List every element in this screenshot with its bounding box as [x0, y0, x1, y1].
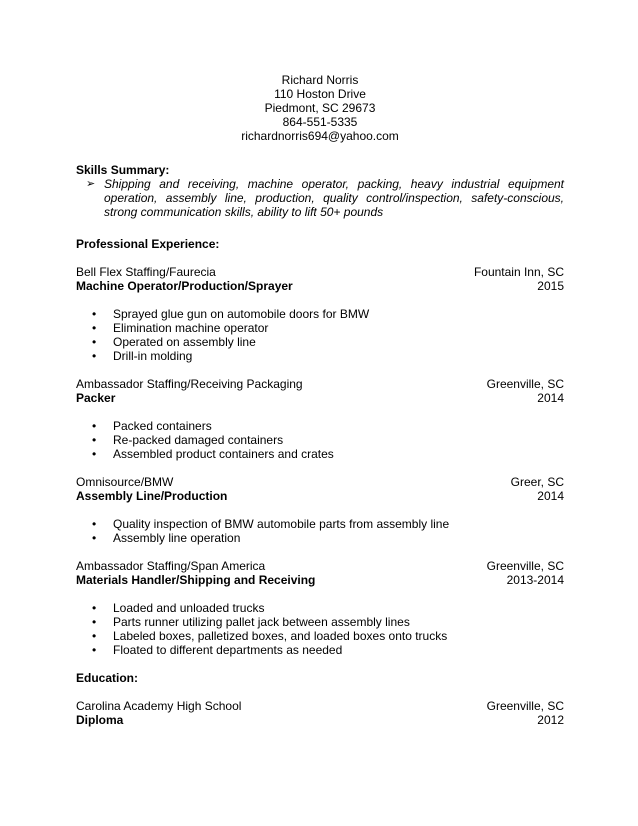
job-company: Omnisource/BMW — [76, 475, 174, 489]
job-year: 2014 — [537, 489, 564, 503]
job-duties — [76, 307, 564, 363]
job-duties — [76, 601, 564, 657]
duty-text: Assembly line operation — [113, 531, 241, 545]
list-item — [76, 335, 564, 349]
list-item — [76, 531, 564, 545]
education-heading: Education: — [76, 671, 138, 685]
duty-text: Elimination machine operator — [113, 321, 269, 335]
job-title-row — [76, 279, 564, 293]
spacer — [76, 251, 564, 265]
education-degree-row — [76, 713, 564, 727]
job-duties — [76, 419, 564, 461]
list-item — [76, 629, 564, 643]
duty-text: Operated on assembly line — [113, 335, 256, 349]
contact-phone: 864-551-5335 — [282, 115, 358, 129]
contact-email: richardnorris694@yahoo.com — [241, 129, 399, 143]
education-location: Greenville, SC — [486, 699, 564, 713]
list-item — [76, 643, 564, 657]
duty-text: Floated to different departments as needed — [113, 643, 343, 657]
job-company-row — [76, 265, 564, 279]
resume-page — [76, 73, 564, 727]
list-item — [76, 447, 564, 461]
duty-text: Sprayed glue gun on automobile doors for BMW — [113, 307, 370, 321]
job-location: Greer, SC — [510, 475, 564, 489]
bullet-icon: • — [92, 433, 97, 447]
duty-text: Labeled boxes, palletized boxes, and loaded boxes onto trucks — [113, 629, 448, 643]
bullet-icon: • — [92, 601, 97, 615]
bullet-icon: • — [92, 629, 97, 643]
bullet-icon: • — [92, 615, 97, 629]
skills-summary — [86, 177, 564, 219]
contact-address: 110 Hoston Drive — [274, 87, 366, 101]
duty-text: Quality inspection of BMW automobile parts from assembly line — [113, 517, 450, 531]
job-title-row — [76, 391, 564, 405]
list-item — [76, 615, 564, 629]
duty-text: Packed containers — [113, 419, 212, 433]
job-company: Ambassador Staffing/Receiving Packaging — [76, 377, 303, 391]
list-item — [76, 419, 564, 433]
job-title: Packer — [76, 391, 116, 405]
experience-heading: Professional Experience: — [76, 237, 220, 251]
job-company-row — [76, 377, 564, 391]
list-item — [76, 517, 564, 531]
education-degree: Diploma — [76, 713, 124, 727]
bullet-icon: • — [92, 447, 97, 461]
job-entry — [76, 377, 564, 461]
contact-block — [76, 73, 564, 143]
bullet-icon: • — [92, 517, 97, 531]
skills-heading: Skills Summary: — [76, 163, 170, 177]
job-location: Greenville, SC — [486, 377, 564, 391]
job-entry — [76, 265, 564, 363]
job-company: Bell Flex Staffing/Faurecia — [76, 265, 216, 279]
job-year: 2014 — [537, 391, 564, 405]
bullet-icon: • — [92, 643, 97, 657]
education-entry — [76, 699, 564, 727]
contact-city: Piedmont, SC 29673 — [264, 101, 376, 115]
job-year: 2015 — [537, 279, 564, 293]
duty-text: Loaded and unloaded trucks — [113, 601, 265, 615]
duty-text: Parts runner utilizing pallet jack between assembly lines — [113, 615, 410, 629]
list-item — [76, 601, 564, 615]
duty-text: Re-packed damaged containers — [113, 433, 284, 447]
bullet-icon: • — [92, 419, 97, 433]
job-title: Assembly Line/Production — [76, 489, 228, 503]
contact-name: Richard Norris — [281, 73, 359, 87]
job-title: Machine Operator/Production/Sprayer — [76, 279, 293, 293]
job-location: Greenville, SC — [486, 559, 564, 573]
list-item — [76, 307, 564, 321]
job-entry — [76, 475, 564, 545]
education-school: Carolina Academy High School — [76, 699, 242, 713]
bullet-icon: • — [92, 335, 97, 349]
job-title-row — [76, 489, 564, 503]
skills-text: Shipping and receiving, machine operator, packing, heavy industrial equipment operation, assembly line, production, quality control/inspection, safety-conscious, strong communication skills, ability to lift 50+ pounds — [104, 177, 564, 219]
duty-text: Drill-in molding — [113, 349, 193, 363]
bullet-icon: • — [92, 321, 97, 335]
spacer — [76, 685, 564, 699]
job-company: Ambassador Staffing/Span America — [76, 559, 266, 573]
education-year: 2012 — [537, 713, 564, 727]
job-title-row — [76, 573, 564, 587]
duty-text: Assembled product containers and crates — [113, 447, 334, 461]
list-item — [76, 321, 564, 335]
list-item — [76, 433, 564, 447]
bullet-icon: • — [92, 349, 97, 363]
bullet-icon: • — [92, 307, 97, 321]
education-school-row — [76, 699, 564, 713]
job-title: Materials Handler/Shipping and Receiving — [76, 573, 316, 587]
job-entry — [76, 559, 564, 657]
job-location: Fountain Inn, SC — [473, 265, 564, 279]
arrow-bullet-icon: ➢ — [86, 178, 96, 190]
bullet-icon: • — [92, 531, 97, 545]
list-item — [76, 349, 564, 363]
job-year: 2013-2014 — [506, 573, 564, 587]
job-duties — [76, 517, 564, 545]
job-company-row — [76, 475, 564, 489]
job-company-row — [76, 559, 564, 573]
